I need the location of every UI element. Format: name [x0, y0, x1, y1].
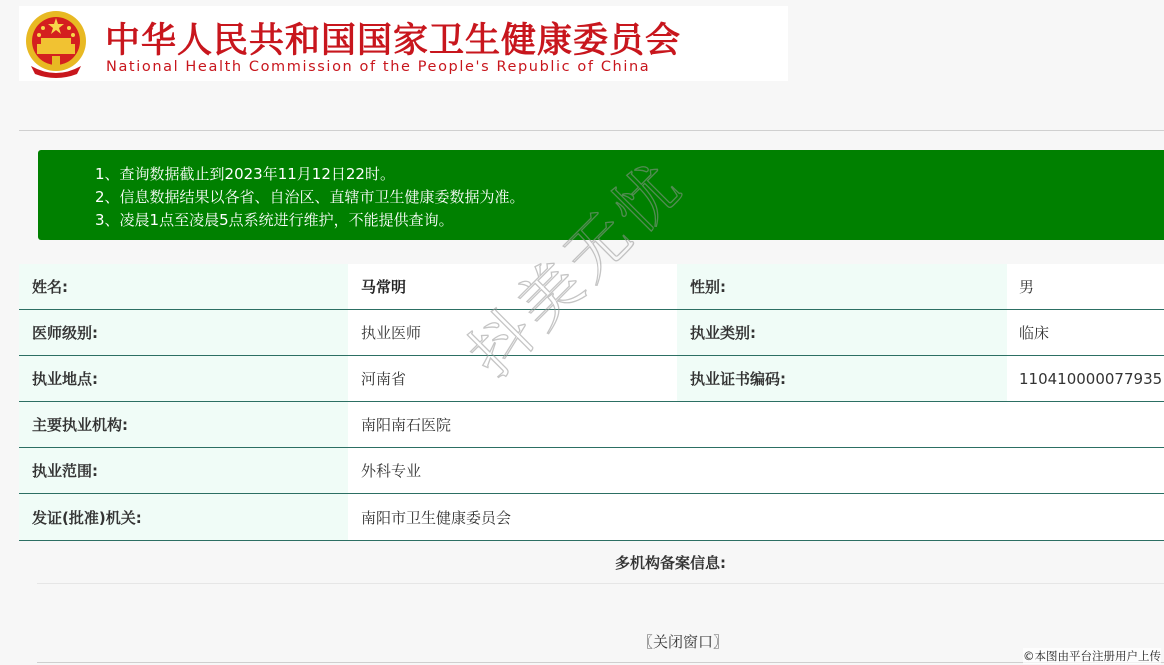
- level-value: 执业医师: [348, 310, 677, 355]
- name-label: 姓名:: [19, 264, 348, 309]
- issuer-label: 发证(批准)机关:: [19, 494, 348, 540]
- table-row: [19, 356, 1164, 402]
- scope-value: 外科专业: [348, 448, 1164, 493]
- notice-line-2: 2、信息数据结果以各省、自治区、直辖市卫生健康委数据为准。: [95, 188, 525, 206]
- cert-value: 110410000077935: [1007, 356, 1164, 401]
- table-row: [19, 264, 1164, 310]
- section-divider: [37, 583, 1164, 584]
- category-label: 执业类别:: [677, 310, 1007, 355]
- table-row: [19, 494, 1164, 541]
- location-label: 执业地点:: [19, 356, 348, 401]
- national-emblem-icon: [21, 8, 91, 80]
- issuer-value: 南阳市卫生健康委员会: [348, 494, 1164, 540]
- notice-line-1: 1、查询数据截止到2023年11月12日22时。: [95, 165, 395, 183]
- header-banner: [19, 6, 788, 81]
- header-divider: [19, 130, 1164, 131]
- org-label: 主要执业机构:: [19, 402, 348, 447]
- location-value: 河南省: [348, 356, 677, 401]
- site-title-cn: 中华人民共和国国家卫生健康委员会: [105, 21, 682, 61]
- level-label: 医师级别:: [19, 310, 348, 355]
- name-value: 马常明: [348, 264, 677, 309]
- scope-label: 执业范围:: [19, 448, 348, 493]
- close-window-button[interactable]: 〖关闭窗口〗: [638, 633, 729, 651]
- table-row: [19, 310, 1164, 356]
- physician-info-table: [19, 264, 1164, 541]
- table-row: [19, 448, 1164, 494]
- cert-label: 执业证书编码:: [677, 356, 1007, 401]
- table-row: [19, 402, 1164, 448]
- copyright-notice: ©本图由平台注册用户上传: [1023, 649, 1161, 663]
- org-value: 南阳南石医院: [348, 402, 1164, 447]
- footer-divider: [37, 662, 1164, 663]
- notice-box: [38, 150, 1164, 240]
- gender-label: 性别:: [677, 264, 1007, 309]
- gender-value: 男: [1007, 264, 1164, 309]
- site-title-en: National Health Commission of the People's Republic of China: [106, 59, 651, 75]
- multi-org-title: 多机构备案信息:: [615, 554, 726, 572]
- notice-line-3: 3、凌晨1点至凌晨5点系统进行维护，不能提供查询。: [95, 211, 454, 229]
- category-value: 临床: [1007, 310, 1164, 355]
